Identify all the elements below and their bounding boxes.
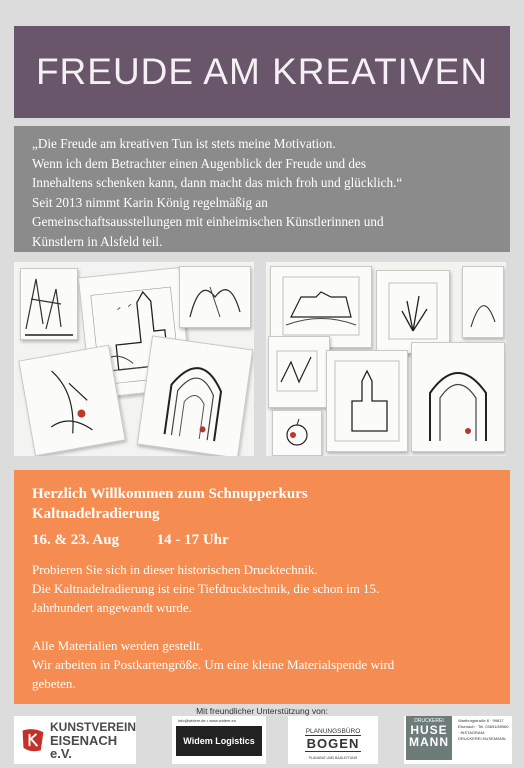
title-banner [14,26,510,118]
event-text: Jahrhundert angewandt wurde. [32,600,192,615]
event-text: Probieren Sie sich in dieser historischen Drucktechnik. [32,562,318,577]
event-heading: Herzlich Willkommen zum Schnupperkurs [32,486,308,502]
etching-card-door [411,342,505,452]
quote-line: Innehaltens schenken kann, dann macht das mich froh und glücklich.“ [32,175,403,190]
event-time: 14 - 17 Uhr [156,532,229,548]
event-text: Wir arbeiten in Postkartengröße. Um eine kleine Materialspende wird [32,657,395,672]
etching-card-church [326,350,408,452]
widem-name: Widem Logistics [176,726,262,756]
quote-line: Wenn ich dem Betrachter einen Augenblick der Freude und des [32,155,367,171]
planung-top: PLANUNGSBÜRO [305,728,361,735]
planung-subtitle: PLANUNG UND BAULEITUNG [308,756,358,760]
bio-line: Gemeinschaftsausstellungen mit einheimischen Künstlerinnen und [32,214,384,229]
planung-name: BOGEN [306,736,360,751]
quote-box [14,126,510,252]
husemann-address: Wartburgstraße 8 · 99817 Eisenach · Tel. 03691/69060 · INSTAGRAM: DRUCKEREI.HUSEMANN [458,718,509,741]
artwork-photo-right [266,262,506,456]
event-box [14,470,510,704]
kunstverein-name: KUNSTVEREIN [49,719,136,734]
widem-logo [172,716,266,764]
kunstverein-city: EISENACH e.V. [49,732,118,761]
etching-card-door [137,335,253,456]
kunstverein-logo [14,716,136,764]
event-dates: 16. & 23. Aug [32,532,120,548]
event-text: Die Kaltnadelradierung ist eine Tiefdrucktechnik, die schon im 15. [32,581,380,596]
etching-card [179,266,251,328]
quote-line: „Die Freude am kreativen Tun ist stets meine Motivation. [32,136,336,151]
planungsbuero-logo [288,716,378,764]
husemann-name: MANN [409,735,449,749]
etching-card [20,268,78,340]
etching-card [18,345,125,456]
sponsor-label: Mit freundlicher Unterstützung von: [196,706,328,716]
husemann-logo [404,716,512,764]
sponsor-logos [0,716,524,766]
husemann-name: HUSE [410,723,448,737]
event-text: gebeten. [32,676,76,691]
etching-card-apple [272,410,322,456]
etching-card [462,266,504,338]
artwork-photo-left [14,262,254,456]
bio-line: Künstlern in Alsfeld teil. [32,233,163,249]
event-heading-course: Kaltnadelradierung [32,506,160,522]
widem-contact: info@widem.de • www.widem.eu [178,718,236,723]
husemann-top: DRUCKEREI [414,718,444,724]
husemann-badge [406,716,452,760]
bio-line: Seit 2013 nimmt Karin König regelmäßig an [32,194,268,210]
etching-card [268,336,330,408]
event-text: Alle Materialien werden gestellt. [32,638,204,653]
kunstverein-mark-icon [20,725,46,755]
event-datetime [32,530,492,550]
page-title: FREUDE AM KREATIVEN [35,51,489,92]
